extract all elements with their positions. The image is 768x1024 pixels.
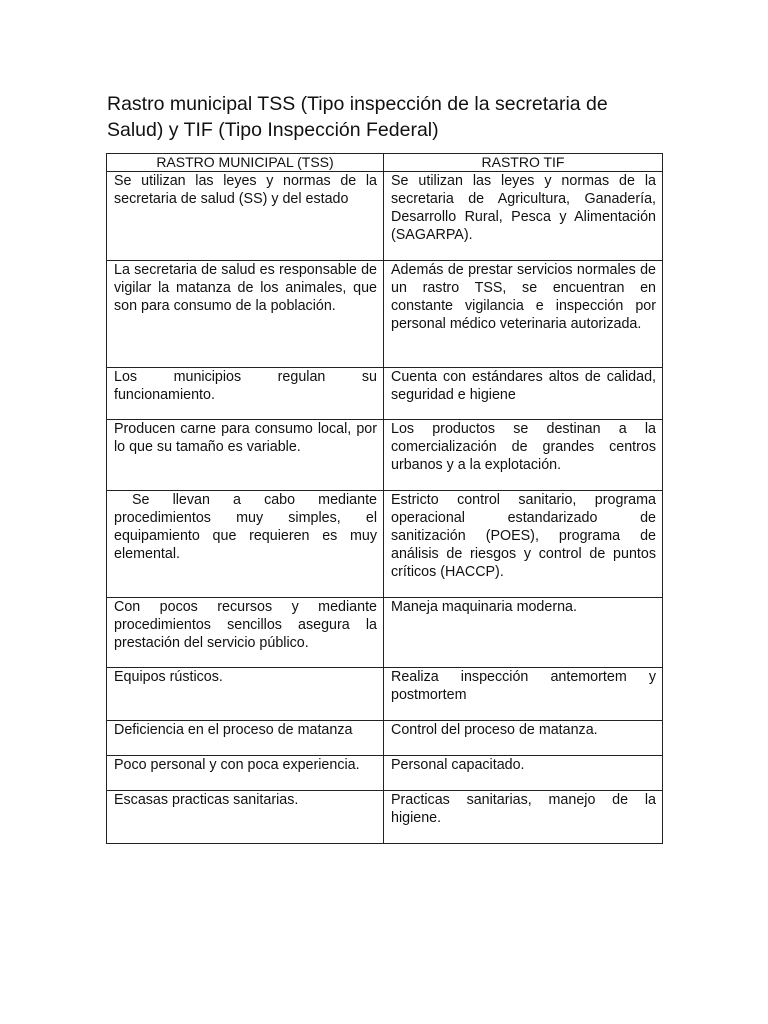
column-header-tss: RASTRO MUNICIPAL (TSS) <box>107 154 384 172</box>
table-row <box>107 368 663 420</box>
document-title: Rastro municipal TSS (Tipo inspección de la secretaria de Salud) y TIF (Tipo Inspección Federal) <box>107 93 608 141</box>
table-cell: Los productos se destinan a la comercialización de grandes centros urbanos y a la explotación. <box>384 420 663 491</box>
table-cell: Los municipios regulan su funcionamiento. <box>107 368 384 420</box>
table-cell: Además de prestar servicios normales de un rastro TSS, se encuentran en constante vigilancia e inspección por personal médico veterinaria autorizada. <box>384 261 663 368</box>
table-cell: Escasas practicas sanitarias. <box>107 791 384 844</box>
table-row <box>107 721 663 756</box>
table-row <box>107 420 663 491</box>
table-cell: Realiza inspección antemortem y postmortem <box>384 668 663 721</box>
table-row <box>107 756 663 791</box>
table-row <box>107 668 663 721</box>
column-header-tif: RASTRO TIF <box>384 154 663 172</box>
table-cell: Se utilizan las leyes y normas de la secretaria de Agricultura, Ganadería, Desarrollo Rural, Pesca y Alimentación (SAGARPA). <box>384 172 663 261</box>
table-row <box>107 491 663 598</box>
table-cell: Control del proceso de matanza. <box>384 721 663 756</box>
table-cell: Poco personal y con poca experiencia. <box>107 756 384 791</box>
table-cell: Deficiencia en el proceso de matanza <box>107 721 384 756</box>
table-row <box>107 598 663 668</box>
table-cell: Equipos rústicos. <box>107 668 384 721</box>
table-cell: Practicas sanitarias, manejo de la higiene. <box>384 791 663 844</box>
table-cell: Estricto control sanitario, programa operacional estandarizado de sanitización (POES), programa de análisis de riesgos y control de puntos críticos (HACCP). <box>384 491 663 598</box>
table-row <box>107 172 663 261</box>
table-cell: Con pocos recursos y mediante procedimientos sencillos asegura la prestación del servicio público. <box>107 598 384 668</box>
table-cell: Producen carne para consumo local, por lo que su tamaño es variable. <box>107 420 384 491</box>
table-cell: Personal capacitado. <box>384 756 663 791</box>
table-header-row <box>107 154 663 172</box>
table-cell: Se llevan a cabo mediante procedimientos muy simples, el equipamiento que requieren es muy elemental. <box>107 491 384 598</box>
table-cell: La secretaria de salud es responsable de vigilar la matanza de los animales, que son para consumo de la población. <box>107 261 384 368</box>
table-cell: Cuenta con estándares altos de calidad, seguridad e higiene <box>384 368 663 420</box>
table-row <box>107 791 663 844</box>
table-row <box>107 261 663 368</box>
table-cell: Se utilizan las leyes y normas de la secretaria de salud (SS) y del estado <box>107 172 384 261</box>
table-cell: Maneja maquinaria moderna. <box>384 598 663 668</box>
comparison-table <box>106 153 663 844</box>
